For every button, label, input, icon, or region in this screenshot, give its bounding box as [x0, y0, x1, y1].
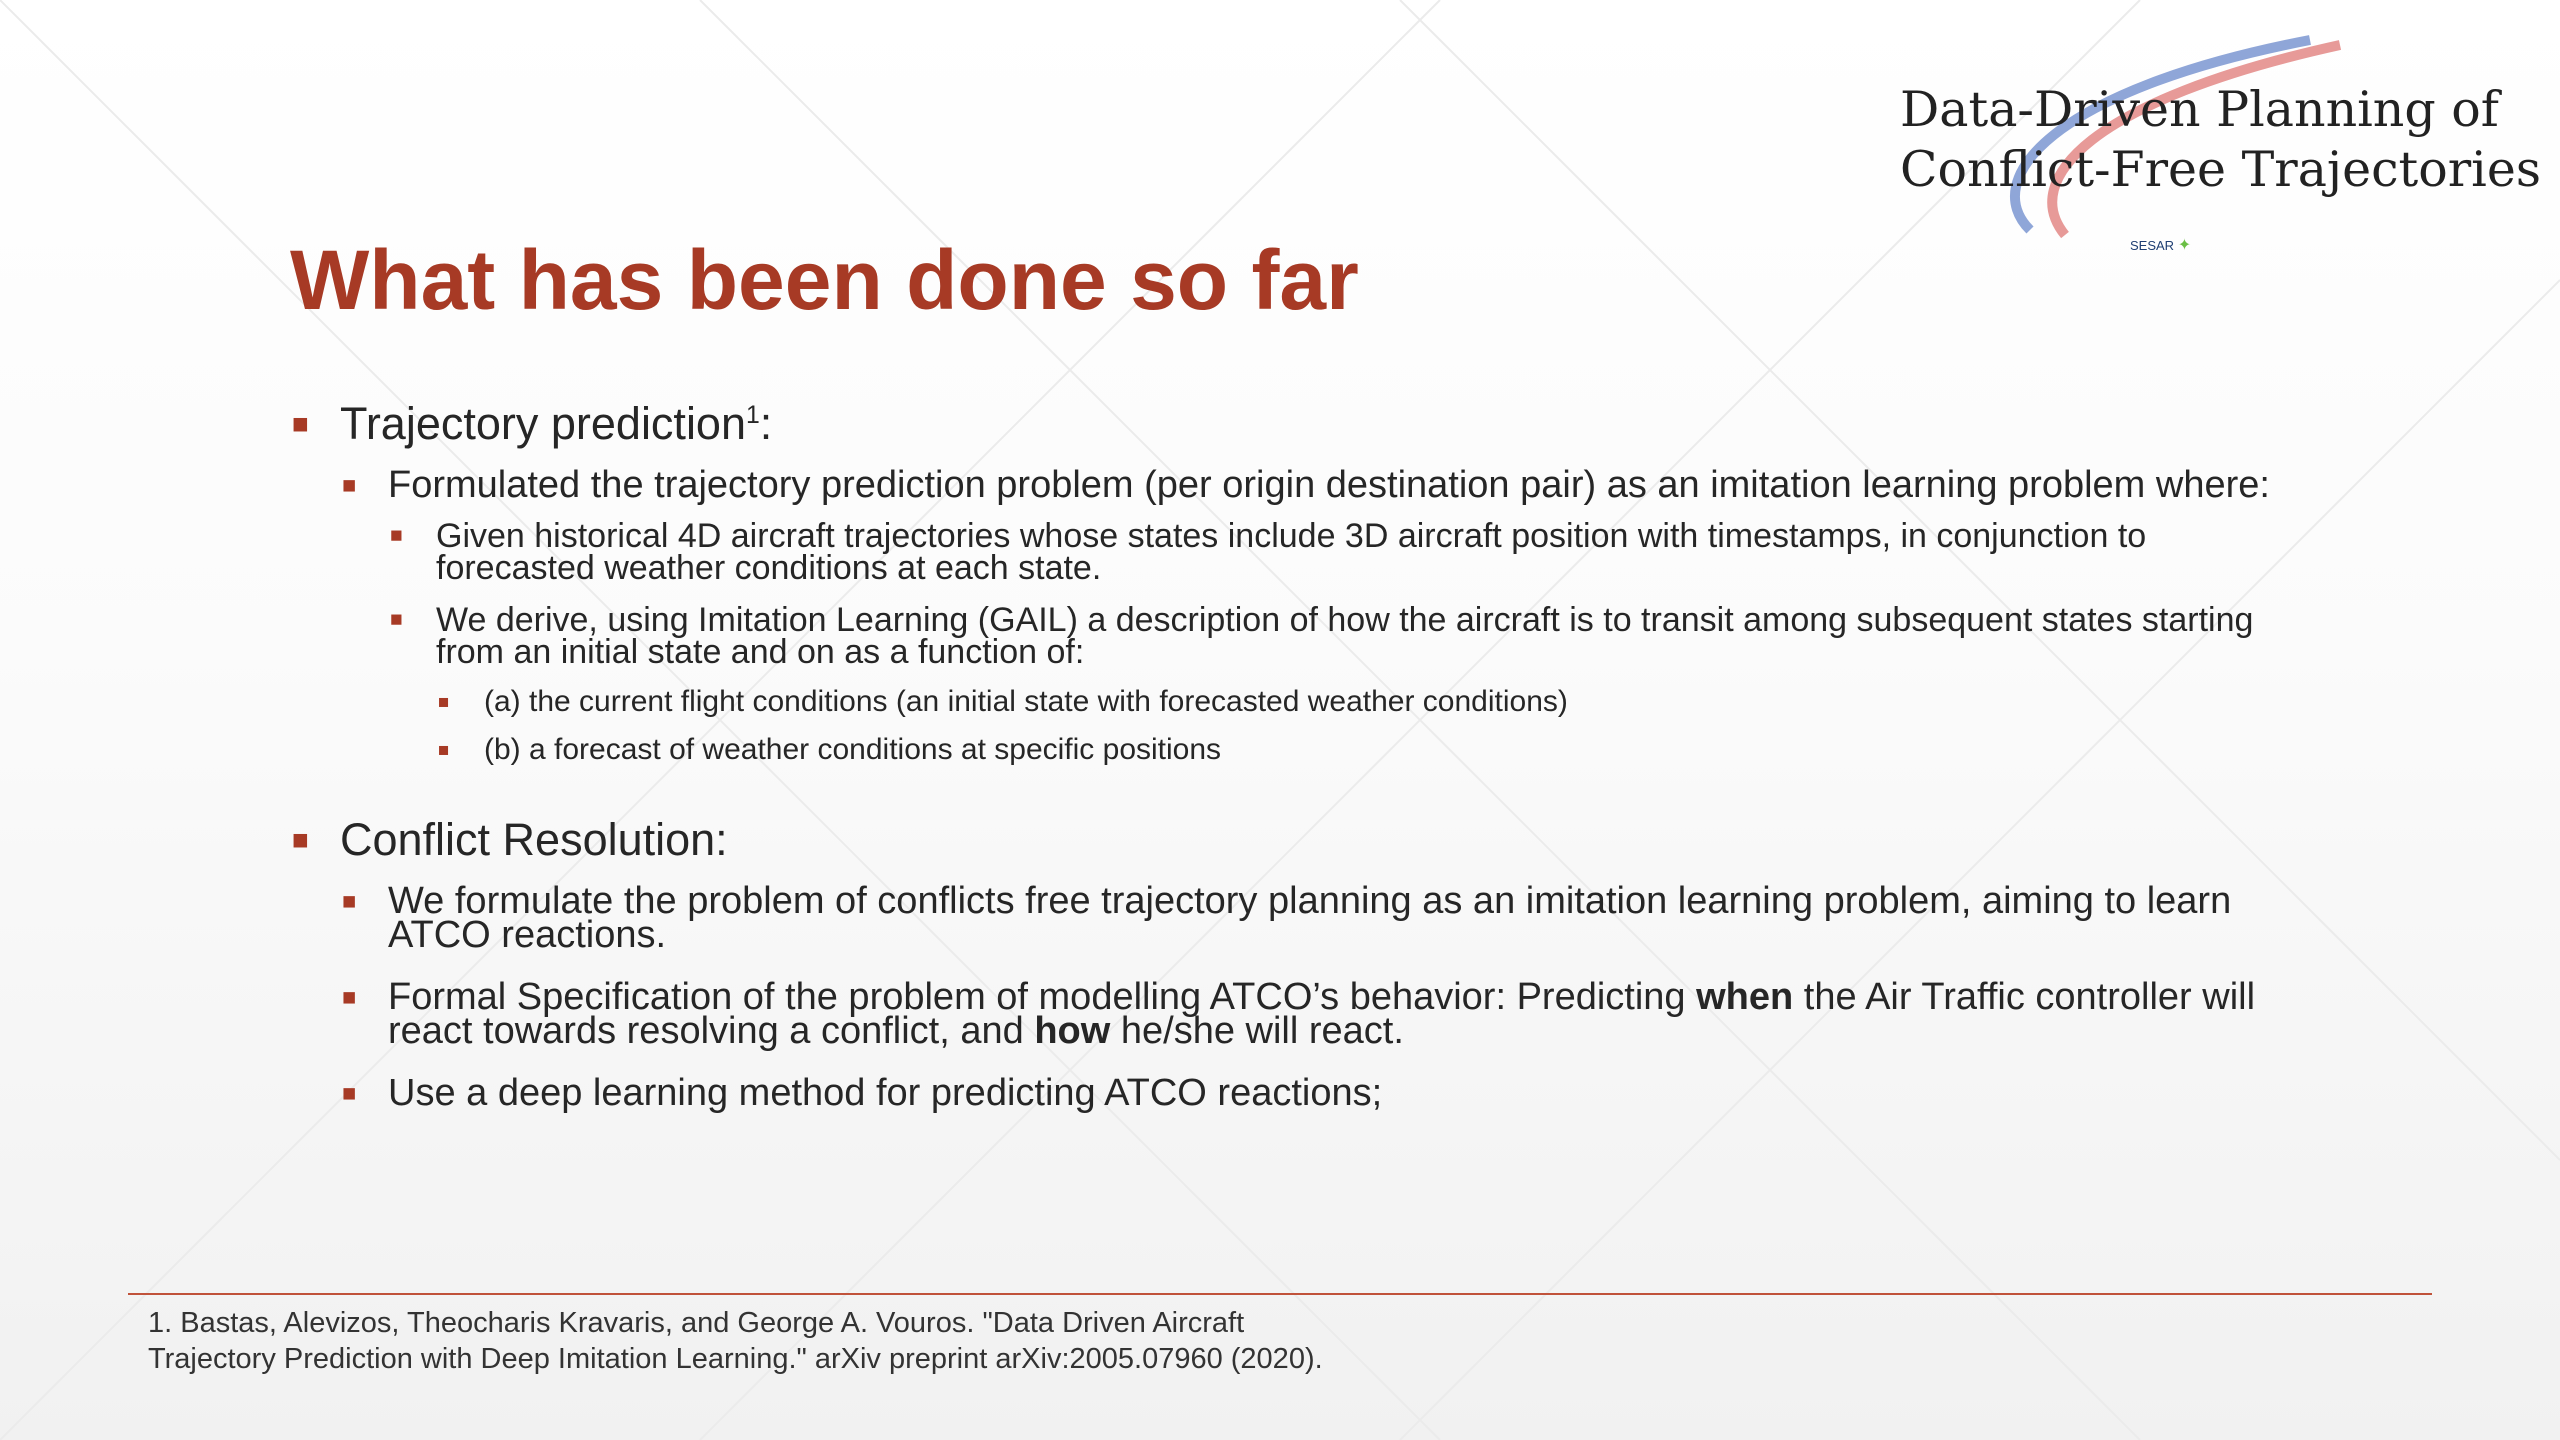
project-logo: [1860, 30, 2541, 280]
footnote: [148, 1305, 1323, 1377]
slide-content: [290, 400, 2290, 1138]
condition-b-text: (b) a forecast of weather conditions at specific positions: [484, 733, 1222, 766]
condition-a-text: (a) the current flight conditions (an initial state with forecasted weather conditions): [484, 685, 1568, 718]
partner-logo-text: SESAR: [2130, 238, 2175, 253]
bullet-given: [388, 517, 2290, 587]
bullet-derive: [388, 601, 2290, 766]
spec-how: how: [1034, 1010, 1111, 1052]
square-bullet-icon: ■: [292, 408, 309, 439]
spec-text-2: the Air Traffic controller will react towards resolving a conflict, and: [388, 976, 2256, 1052]
conflict-sublist: [340, 880, 2290, 1114]
logo-title: [1900, 80, 2541, 200]
square-bullet-icon: ■: [342, 888, 357, 914]
footnote-line2: Trajectory Prediction with Deep Imitation Learning." arXiv preprint arXiv:2005.07960 (2020).: [148, 1343, 1323, 1375]
bullet-trajectory-prediction: [290, 400, 2290, 766]
bullet-condition-b: [436, 734, 2290, 766]
bullet-list: [290, 398, 2290, 1114]
bullet-problem-formulation: [340, 464, 2290, 766]
deep-learning-text: Use a deep learning method for predicting ATCO reactions;: [388, 1072, 1383, 1114]
square-bullet-icon: ■: [292, 824, 309, 855]
spec-text-3: he/she will react.: [1110, 1010, 1404, 1052]
bullet-deep-learning: [340, 1072, 2290, 1114]
square-bullet-icon: ■: [438, 739, 450, 760]
spec-text-1: Formal Specification of the problem of modelling ATCO’s behavior: Predicting: [388, 976, 1697, 1018]
bullet-conflict-resolution: [290, 814, 2290, 1114]
trajectory-heading-colon: :: [759, 398, 773, 449]
logo-title-line1: Data-Driven Planning of: [1900, 81, 2499, 138]
conflict-heading: Conflict Resolution:: [340, 814, 728, 865]
dots-icon: ✦: [2177, 237, 2192, 254]
footer-divider: [128, 1293, 2432, 1295]
bullet-formal-spec: [340, 976, 2290, 1052]
problem-text: Formulated the trajectory prediction problem (per origin destination pair) as an imitation learning problem where:: [388, 464, 2270, 506]
spec-when: when: [1696, 976, 1794, 1018]
problem-sublist: [388, 517, 2290, 766]
bullet-condition-a: [436, 686, 2290, 718]
given-text: Given historical 4D aircraft trajectories whose states include 3D aircraft position with timestamps, in conjunction to forecasted weather conditions at each state.: [436, 517, 2147, 587]
conditions-sublist: [436, 686, 2290, 766]
footnote-marker: 1: [746, 402, 760, 429]
formulate-text: We formulate the problem of conflicts free trajectory planning as an imitation learning problem, aiming to learn ATCO reactions.: [388, 880, 2232, 956]
square-bullet-icon: ■: [342, 1080, 357, 1106]
footnote-line1: 1. Bastas, Alevizos, Theocharis Kravaris, and George A. Vouros. "Data Driven Aircraft: [148, 1307, 1245, 1339]
square-bullet-icon: ■: [438, 691, 450, 712]
trajectory-sublist: [340, 464, 2290, 766]
square-bullet-icon: ■: [342, 472, 357, 498]
slide-title: What has been done so far: [290, 233, 1359, 327]
square-bullet-icon: ■: [342, 984, 357, 1010]
trajectory-heading: Trajectory prediction: [340, 398, 746, 449]
square-bullet-icon: ■: [390, 524, 403, 547]
bullet-formulate: [340, 880, 2290, 956]
square-bullet-icon: ■: [390, 608, 403, 631]
logo-title-line2: Conflict-Free Trajectories: [1900, 141, 2541, 198]
derive-text: We derive, using Imitation Learning (GAIL) a description of how the aircraft is to transit among subsequent states starting from an initial state and on as a function of:: [436, 601, 2254, 671]
partner-logos: [2130, 235, 2191, 255]
